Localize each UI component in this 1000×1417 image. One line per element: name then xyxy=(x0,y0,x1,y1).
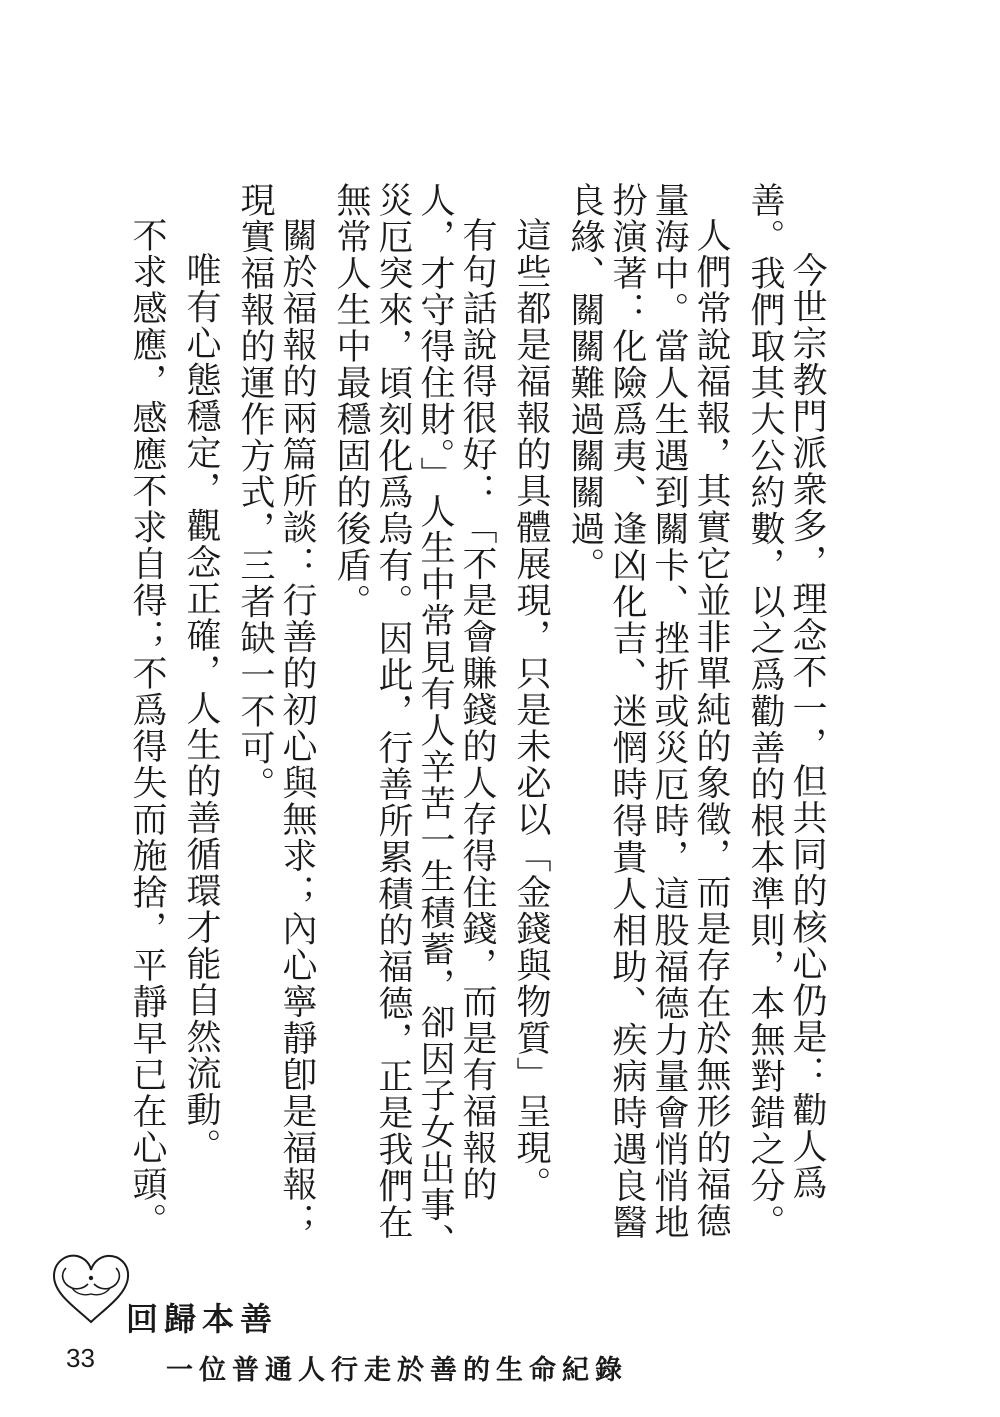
body-text xyxy=(114,182,828,1262)
paragraph: 人們常說福報，其實它並非單純的象徵，而是存在於無形的福德量海中。當人生遇到關卡、挫折或災厄時，這股福德力量會悄悄地扮演著：化險爲夷、逢凶化吉、迷惘時得貴人相助、疾病時遇良醫良緣、關關難過關關過。 xyxy=(565,182,731,1241)
paragraph: 這些都是福報的具體展現，只是未必以「金錢與物質」呈現。 xyxy=(511,217,551,1203)
paragraph: 有句話說得很好：「不是會賺錢的人存得住錢，而是有福報的人，才守得住財。」人生中常見有人辛苦一生積蓄，卻因子女出事、災厄突來，頃刻化爲烏有。因此，行善所累積的福德，正是我們在無常人生中最穩固的後盾。 xyxy=(331,182,497,1260)
paragraph: 不求感應，感應不求自得；不爲得失而施捨，平靜早已在心頭。 xyxy=(127,217,167,1239)
book-title: 回歸本善 xyxy=(126,1300,279,1338)
paragraph: 今世宗教門派衆多，理念不一，但共同的核心仍是：勸人爲善。我們取其大公約數，以之爲勸善的根本準則，本無對錯之分。 xyxy=(745,182,827,1241)
paragraph: 關於福報的兩篇所談：行善的初心與無求；內心寧靜卽是福報；現實福報的運作方式，三者缺一不可。 xyxy=(235,182,317,1239)
paragraph: 唯有心態穩定，觀念正確，人生的善循環才能自然流動。 xyxy=(181,252,221,1165)
book-subtitle: 一位普通人行走於善的生命紀錄 xyxy=(166,1355,628,1386)
heart-hands-icon xyxy=(46,1248,136,1328)
page-number: 33 xyxy=(66,1343,95,1373)
